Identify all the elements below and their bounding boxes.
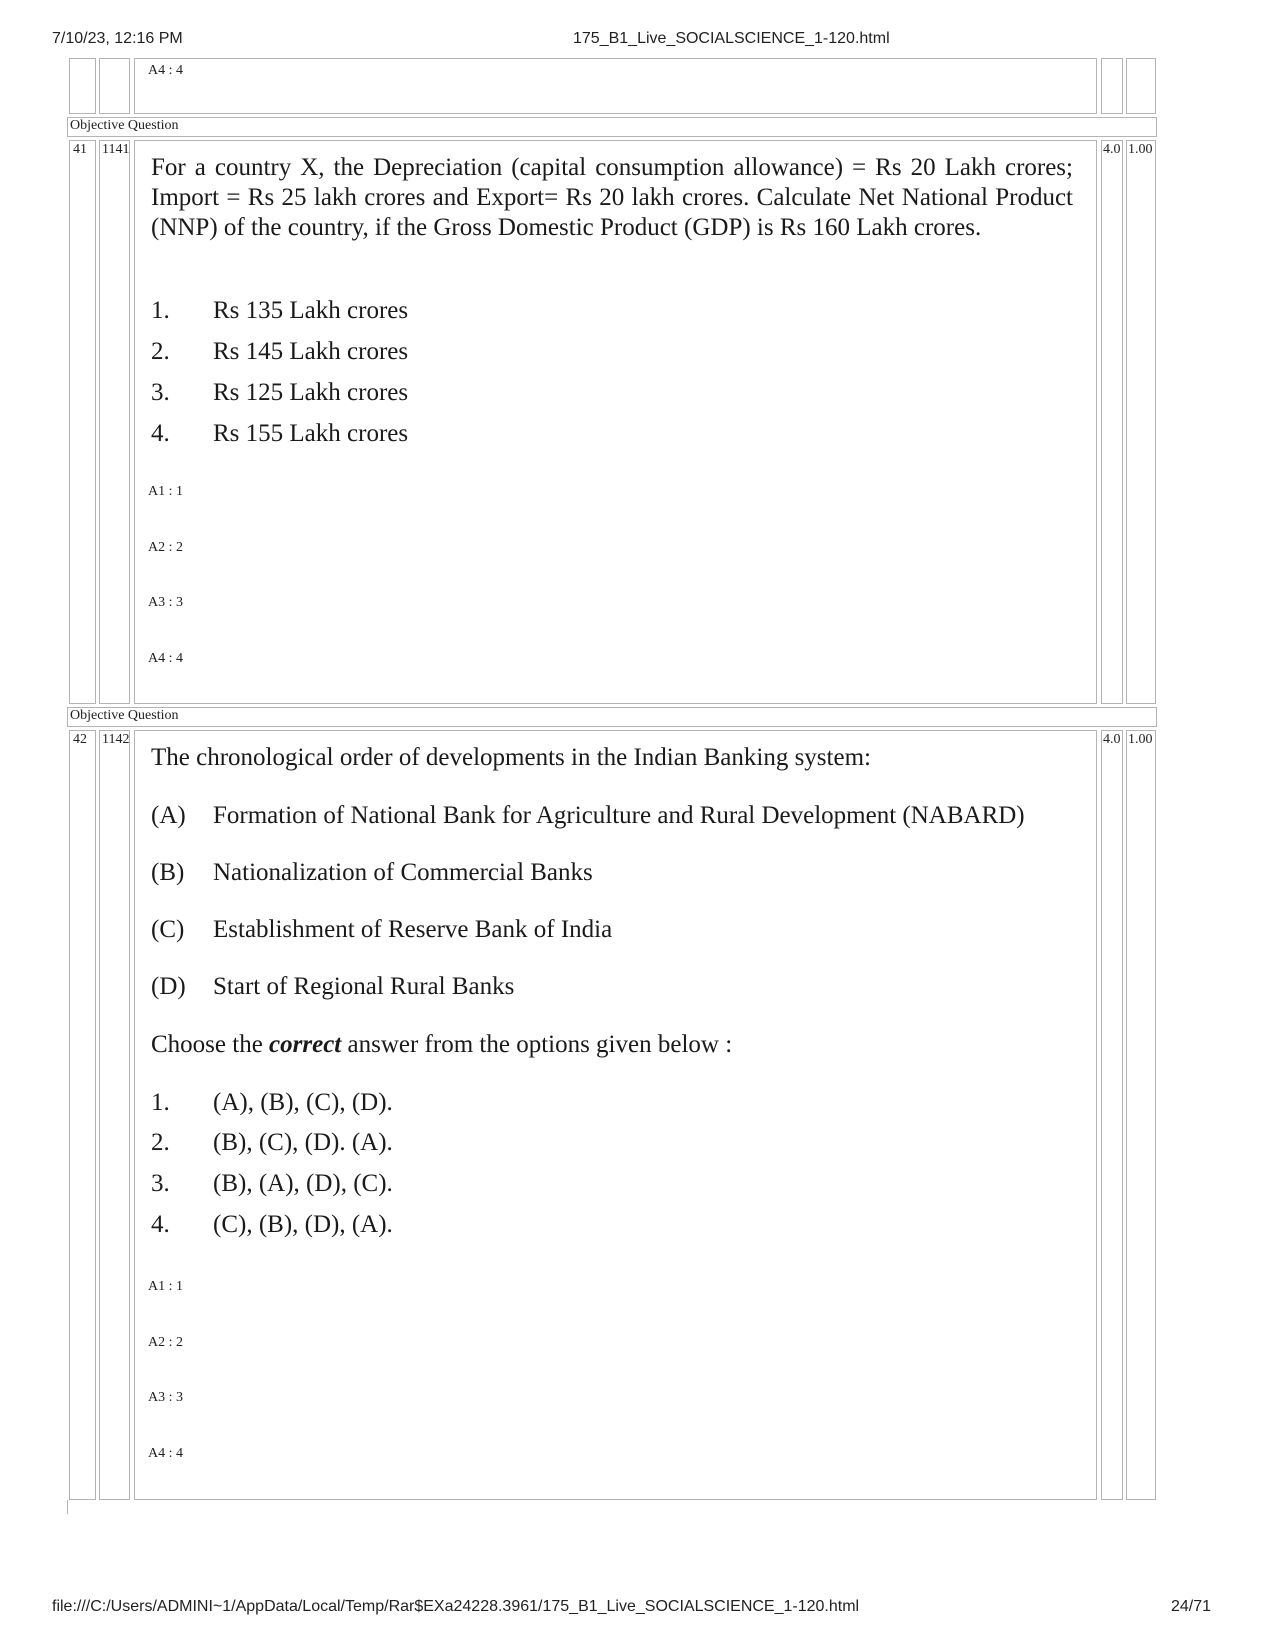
q41-option-2 bbox=[151, 337, 408, 367]
q42-answer-a4: A4 : 4 bbox=[148, 1446, 183, 1461]
statement-label: (B) bbox=[151, 859, 185, 886]
q42-instruction bbox=[151, 1030, 732, 1060]
q42-option-1 bbox=[151, 1088, 393, 1118]
q42-statement-d bbox=[151, 972, 514, 1002]
q42-option-2 bbox=[151, 1128, 393, 1158]
option-text: Rs 155 Lakh crores bbox=[213, 420, 409, 447]
statement-label: (A) bbox=[151, 802, 186, 829]
option-number: 3. bbox=[151, 379, 170, 406]
prev-question-cell bbox=[134, 58, 1097, 114]
prev-marks-cell bbox=[1101, 58, 1123, 114]
print-title: 175_B1_Live_SOCIALSCIENCE_1-120.html bbox=[573, 30, 890, 47]
q41-serial-number: 41 bbox=[69, 140, 96, 704]
option-number: 3. bbox=[151, 1170, 170, 1197]
option-text: Rs 145 Lakh crores bbox=[213, 338, 409, 365]
q41-answer-a3: A3 : 3 bbox=[148, 595, 183, 610]
q41-answer-a1: A1 : 1 bbox=[148, 484, 183, 499]
instruction-emphasis: correct bbox=[269, 1031, 342, 1058]
q42-marks: 4.0 bbox=[1101, 730, 1123, 1500]
prev-sno-cell bbox=[69, 58, 96, 114]
q42-answer-a2: A2 : 2 bbox=[148, 1335, 183, 1350]
print-datetime: 7/10/23, 12:16 PM bbox=[52, 30, 183, 47]
q41-question-id: 1141 bbox=[99, 140, 130, 704]
statement-label: (D) bbox=[151, 973, 186, 1000]
option-text: Rs 125 Lakh crores bbox=[213, 379, 409, 406]
q41-negative-marks: 1.00 bbox=[1126, 140, 1156, 704]
q41-marks: 4.0 bbox=[1101, 140, 1123, 704]
instruction-after: answer from the options given below : bbox=[341, 1031, 733, 1058]
q41-option-4 bbox=[151, 419, 408, 449]
q42-question-text: The chronological order of developments in the Indian Banking system: bbox=[151, 744, 871, 771]
q42-statement-a bbox=[151, 801, 1025, 831]
option-text: (A), (B), (C), (D). bbox=[213, 1089, 393, 1116]
statement-label: (C) bbox=[151, 916, 185, 943]
option-text: (B), (A), (D), (C). bbox=[213, 1170, 393, 1197]
instruction-before: Choose the bbox=[151, 1031, 270, 1058]
q42-statement-c bbox=[151, 915, 612, 945]
q42-option-4 bbox=[151, 1210, 393, 1240]
q42-answer-a1: A1 : 1 bbox=[148, 1279, 183, 1294]
q41-answer-a2: A2 : 2 bbox=[148, 540, 183, 555]
statement-text: Establishment of Reserve Bank of India bbox=[213, 916, 613, 943]
option-number: 2. bbox=[151, 338, 170, 365]
prev-qid-cell bbox=[99, 58, 130, 114]
prev-answer-a4: A4 : 4 bbox=[148, 63, 183, 78]
option-text: Rs 135 Lakh crores bbox=[213, 297, 409, 324]
q42-type-label: Objective Question bbox=[67, 707, 1157, 727]
statement-text: Formation of National Bank for Agriculture and Rural Development (NABARD) bbox=[213, 802, 1025, 829]
q42-option-3 bbox=[151, 1169, 393, 1199]
statement-text: Start of Regional Rural Banks bbox=[213, 973, 515, 1000]
q41-type-label: Objective Question bbox=[67, 117, 1157, 137]
option-text: (C), (B), (D), (A). bbox=[213, 1211, 393, 1238]
q41-answer-a4: A4 : 4 bbox=[148, 651, 183, 666]
statement-text: Nationalization of Commercial Banks bbox=[213, 859, 593, 886]
option-number: 1. bbox=[151, 1089, 170, 1116]
q42-negative-marks: 1.00 bbox=[1126, 730, 1156, 1500]
option-number: 2. bbox=[151, 1129, 170, 1156]
print-file-path: file:///C:/Users/ADMINI~1/AppData/Local/Temp/Rar$EXa24228.3961/175_B1_Live_SOCIALSCIENCE_1-120.html bbox=[52, 1598, 860, 1615]
print-page-number: 24/71 bbox=[1171, 1598, 1212, 1615]
q42-serial-number: 42 bbox=[69, 730, 96, 1500]
option-text: (B), (C), (D). (A). bbox=[213, 1129, 393, 1156]
option-number: 1. bbox=[151, 297, 170, 324]
q41-option-1 bbox=[151, 296, 408, 326]
table-edge bbox=[67, 1500, 68, 1514]
prev-negative-cell bbox=[1126, 58, 1156, 114]
option-number: 4. bbox=[151, 420, 170, 447]
q41-question-text: For a country X, the Depreciation (capital consumption allowance) = Rs 20 Lakh crores; Import = Rs 25 lakh crores and Export= Rs 20 lakh crores. Calculate Net National Product (NNP) of the country, if the Gross Domestic Product (GDP) is Rs 160 Lakh crores. bbox=[151, 154, 1073, 241]
q42-statement-b bbox=[151, 858, 593, 888]
q41-option-3 bbox=[151, 378, 408, 408]
option-number: 4. bbox=[151, 1211, 170, 1238]
q42-question-id: 1142 bbox=[99, 730, 130, 1500]
q42-answer-a3: A3 : 3 bbox=[148, 1390, 183, 1405]
